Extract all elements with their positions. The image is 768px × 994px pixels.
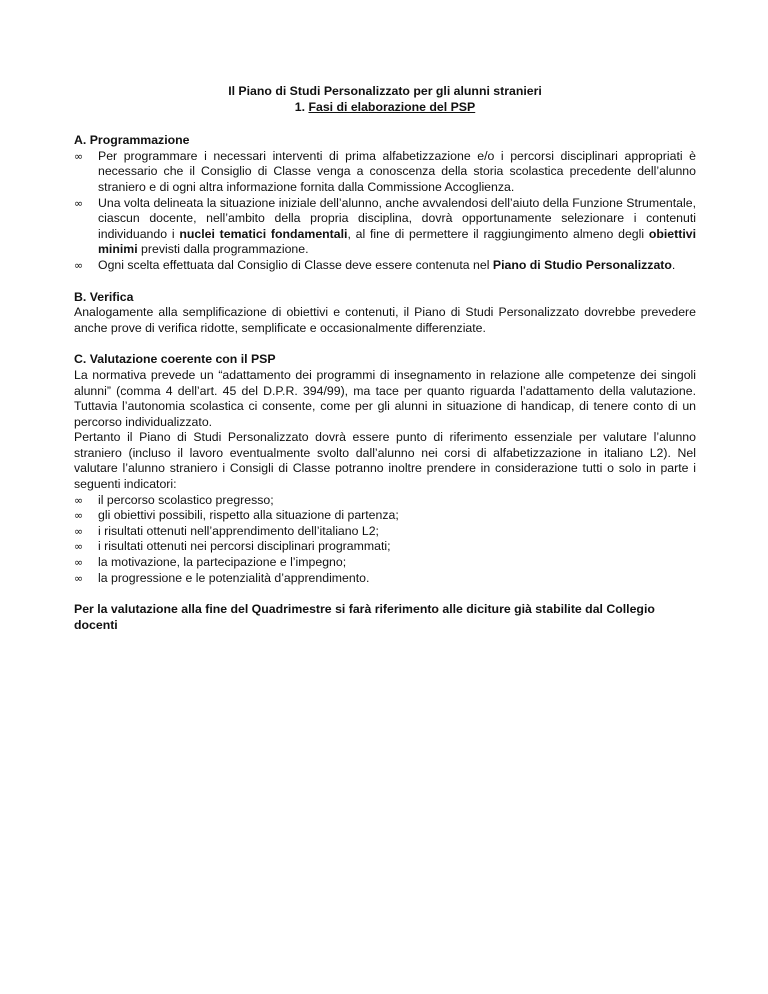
list-item xyxy=(74,149,696,196)
list-item-text: , al fine di permettere il raggiungimento almeno degli xyxy=(347,226,649,241)
final-note: Per la valutazione alla fine del Quadrimestre si farà riferimento alle diciture già stabilite dal Collegio docenti xyxy=(74,602,655,632)
section-programmazione xyxy=(74,133,696,273)
document-page xyxy=(74,84,696,633)
bullet-icon: ∞ xyxy=(74,149,84,163)
indicator-text: i risultati ottenuti nell’apprendimento dell’italiano L2; xyxy=(98,523,379,538)
emphasis-nuclei: nuclei tematici fondamentali xyxy=(179,226,348,241)
section-a-heading: A. Programmazione xyxy=(74,133,190,148)
list-item xyxy=(74,555,696,571)
indicator-text: la motivazione, la partecipazione e l’impegno; xyxy=(98,555,347,570)
list-item xyxy=(74,493,696,509)
emphasis-piano: Piano di Studio Personalizzato xyxy=(492,257,672,272)
title-underlined: Fasi di elaborazione del PSP xyxy=(308,99,476,114)
section-a-list xyxy=(74,149,696,274)
bullet-icon: ∞ xyxy=(74,540,84,554)
indicator-text: il percorso scolastico pregresso; xyxy=(98,492,274,507)
list-item-text: Una volta delineata la situazione iniziale dell’alunno, anche avvalendosi dell’aiuto della Funzione Strumentale, ciascun docente, nell’ambito della propria disciplina, dovrà opportunamente selezionare i contenuti individuando i xyxy=(98,195,696,241)
title-number: 1. xyxy=(294,99,309,114)
list-item xyxy=(74,571,696,587)
title-line-2 xyxy=(74,100,696,116)
bullet-icon: ∞ xyxy=(74,493,84,507)
list-item-text: previsti dalla programmazione. xyxy=(137,242,309,257)
indicators-list xyxy=(74,493,696,587)
bullet-icon: ∞ xyxy=(74,571,84,585)
emphasis-obiettivi: obiettivi minimi xyxy=(98,226,696,257)
list-item xyxy=(74,508,696,524)
indicator-text: la progressione e le potenzialità d’apprendimento. xyxy=(98,570,370,585)
indicator-text: gli obiettivi possibili, rispetto alla situazione di partenza; xyxy=(98,508,399,523)
document-title xyxy=(74,84,696,115)
bullet-icon: ∞ xyxy=(74,524,84,538)
indicator-text: i risultati ottenuti nei percorsi disciplinari programmati; xyxy=(98,539,391,554)
list-item-text: Ogni scelta effettuata dal Consiglio di Classe deve essere contenuta nel xyxy=(98,257,493,272)
list-item xyxy=(74,258,696,274)
bullet-icon: ∞ xyxy=(74,509,84,523)
section-c-paragraph-1: La normativa prevede un “adattamento dei programmi di insegnamento in relazione alle competenze dei singoli alunni” (comma 4 dell’art. 45 del D.P.R. 394/99), ma tace per quanto riguarda l’adattamento della valutazione. Tuttavia l’autonomia scolastica ci consente, come per gli alunni in situazione di handicap, di tenere conto di un percorso individualizzato. xyxy=(74,367,696,429)
section-c-heading: C. Valutazione coerente con il PSP xyxy=(74,352,276,367)
list-item xyxy=(74,524,696,540)
bullet-icon: ∞ xyxy=(74,258,84,272)
list-item xyxy=(74,196,696,258)
title-line-1: Il Piano di Studi Personalizzato per gli alunni stranieri xyxy=(228,84,542,98)
section-c-paragraph-2: Pertanto il Piano di Studi Personalizzato dovrà essere punto di riferimento essenziale per valutare l’alunno straniero (incluso il lavoro eventualmente svolto dall’alunno nei corsi di alfabetizzazione in italiano L2). Nel valutare l’alunno straniero i Consigli di Classe potranno inoltre prendere in considerazione tutti o solo in parte i seguenti indicatori: xyxy=(74,430,696,492)
bullet-icon: ∞ xyxy=(74,556,84,570)
section-b-text: Analogamente alla semplificazione di obiettivi e contenuti, il Piano di Studi Personalizzato dovrebbe prevedere anche prove di verifica ridotte, semplificate e occasionalmente differenziate. xyxy=(74,305,696,335)
section-valutazione xyxy=(74,352,696,586)
bullet-icon: ∞ xyxy=(74,196,84,210)
section-verifica xyxy=(74,290,696,337)
list-item xyxy=(74,539,696,555)
list-item-text: . xyxy=(671,257,676,272)
section-b-heading: B. Verifica xyxy=(74,289,134,304)
list-item-text: Per programmare i necessari interventi di prima alfabetizzazione e/o i percorsi disciplinari appropriati è necessario che il Consiglio di Classe venga a conoscenza della storia scolastica precedente dell’alunno straniero e di ogni altra informazione fornita dalla Commissione Accoglienza. xyxy=(98,148,696,194)
